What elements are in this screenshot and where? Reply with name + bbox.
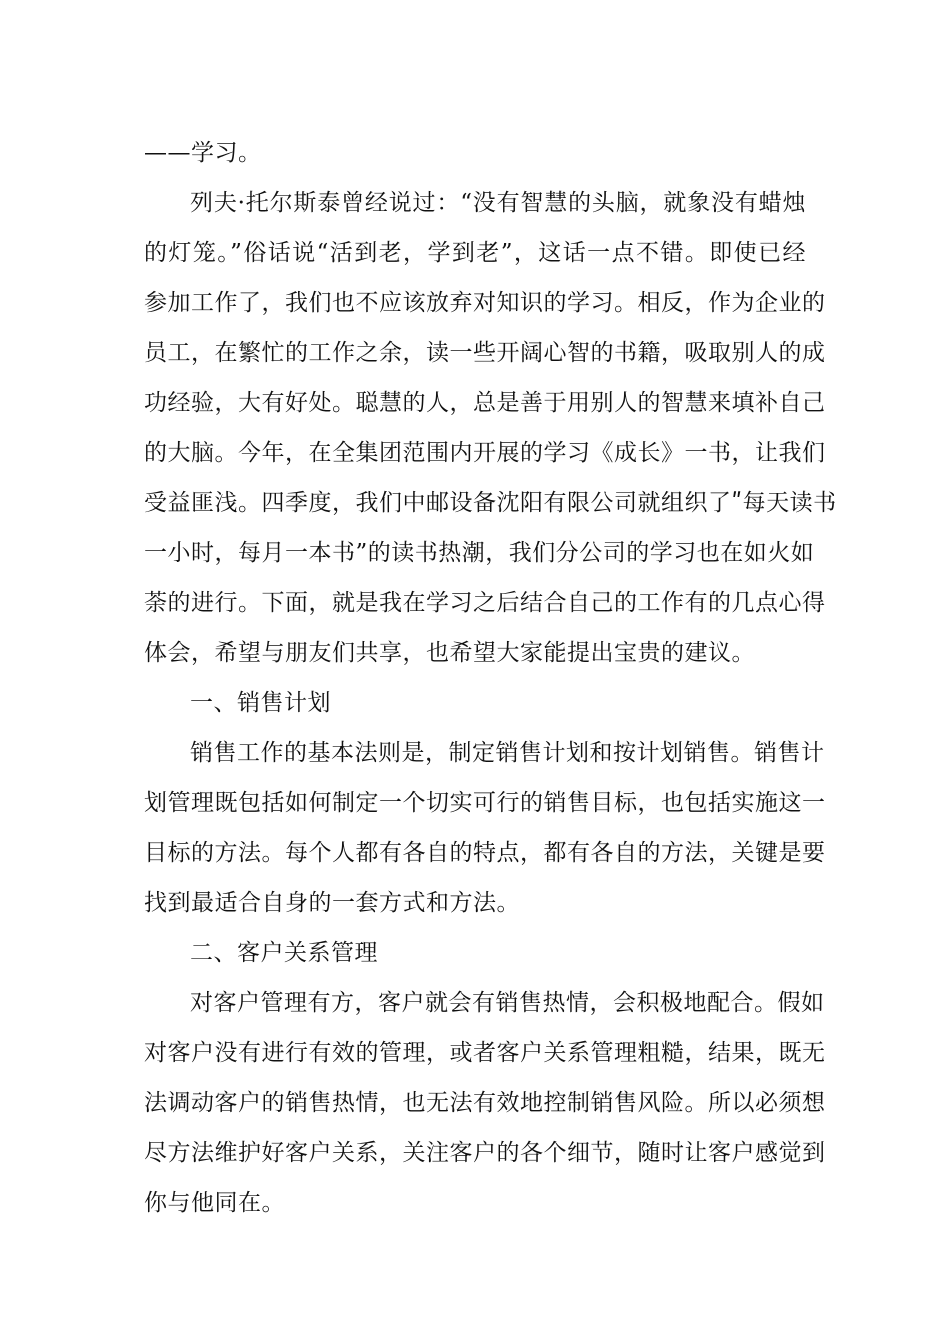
- paragraph-1-line-2: 的灯笼。”俗话说“活到老，学到老”，这话一点不错。即使已经: [144, 240, 806, 266]
- paragraph-1-line-10: 体会，希望与朋友们共享，也希望大家能提出宝贵的建议。: [144, 640, 755, 666]
- paragraph-1-line-4: 员工，在繁忙的工作之余，读一些开阔心智的书籍，吸取别人的成: [144, 340, 826, 366]
- paragraph-2-line-3: 目标的方法。每个人都有各自的特点，都有各自的方法，关键是要: [144, 840, 826, 866]
- paragraph-3-line-4: 尽方法维护好客户关系，关注客户的各个细节，随时让客户感觉到: [144, 1140, 826, 1166]
- paragraph-1-line-6: 的大脑。今年，在全集团范围内开展的学习《成长》一书，让我们: [144, 440, 826, 466]
- paragraph-line-continuation: ——学习。: [144, 140, 262, 166]
- paragraph-3-line-3: 法调动客户的销售热情，也无法有效地控制销售风险。所以必须想: [144, 1090, 826, 1116]
- paragraph-3-line-5: 你与他同在。: [144, 1190, 285, 1216]
- paragraph-2-line-4: 找到最适合自身的一套方式和方法。: [144, 890, 520, 916]
- paragraph-1-line-7: 受益匪浅。四季度，我们中邮设备沈阳有限公司就组织了ʺ每天读书: [144, 490, 837, 516]
- section-heading-customer-relations: 二、客户关系管理: [190, 940, 378, 966]
- paragraph-1-line-3: 参加工作了，我们也不应该放弃对知识的学习。相反，作为企业的: [144, 290, 826, 316]
- paragraph-1-line-5: 功经验，大有好处。聪慧的人，总是善于用别人的智慧来填补自己: [144, 390, 826, 416]
- paragraph-2-line-1: 销售工作的基本法则是，制定销售计划和按计划销售。销售计: [190, 740, 825, 766]
- paragraph-3-line-1: 对客户管理有方，客户就会有销售热情，会积极地配合。假如: [190, 990, 825, 1016]
- paragraph-1-line-8: 一小时，每月一本书”的读书热潮，我们分公司的学习也在如火如: [144, 540, 815, 566]
- paragraph-1-line-1: 列夫·托尔斯泰曾经说过：“没有智慧的头脑，就象没有蜡烛: [190, 190, 806, 216]
- paragraph-1-line-9: 荼的进行。下面，就是我在学习之后结合自己的工作有的几点心得: [144, 590, 826, 616]
- section-heading-sales-plan: 一、销售计划: [190, 690, 331, 716]
- paragraph-2-line-2: 划管理既包括如何制定一个切实可行的销售目标，也包括实施这一: [144, 790, 826, 816]
- paragraph-3-line-2: 对客户没有进行有效的管理，或者客户关系管理粗糙，结果，既无: [144, 1040, 826, 1066]
